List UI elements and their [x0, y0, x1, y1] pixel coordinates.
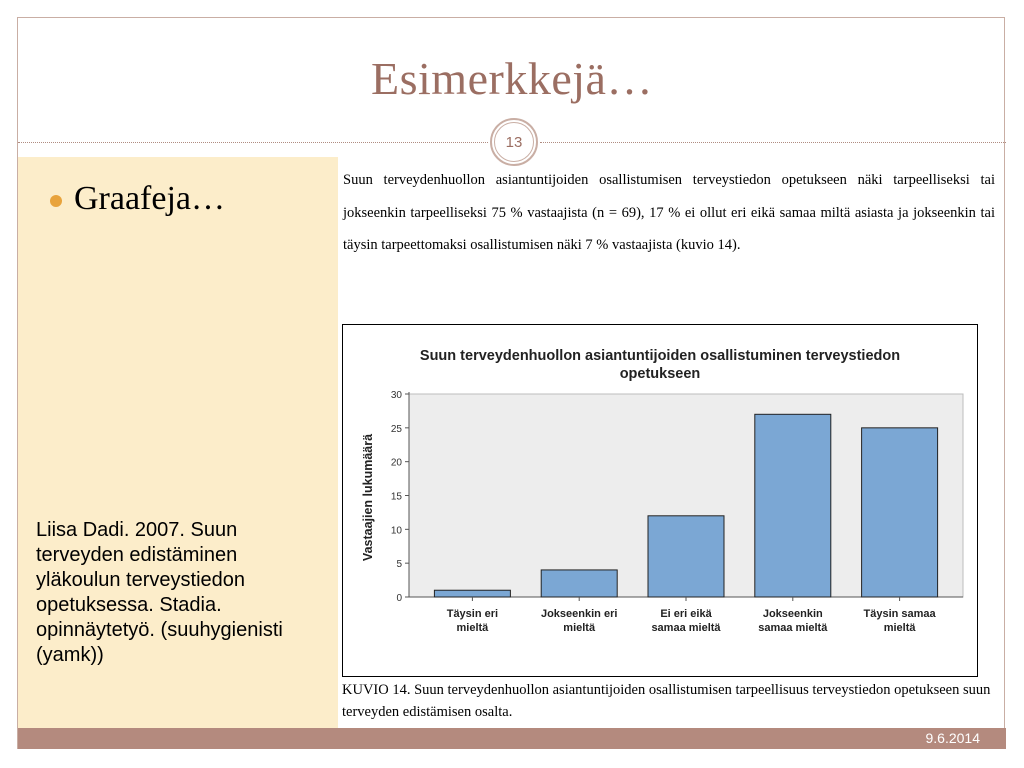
bullet-item [50, 180, 225, 218]
y-tick-label: 5 [396, 559, 402, 571]
y-axis-label: Vastaajien lukumäärä [361, 433, 375, 562]
x-tick-label: Ei eri eikä [660, 608, 712, 620]
x-tick-label: mieltä [456, 622, 489, 634]
title-divider-left [18, 142, 488, 143]
bar [862, 428, 938, 597]
bar [648, 516, 724, 597]
x-tick-label: Jokseenkin eri [540, 608, 618, 620]
slide-number-badge [490, 118, 538, 166]
x-tick-label: samaa mieltä [651, 622, 721, 634]
bar-chart [343, 325, 977, 676]
chart-title-line: opetukseen [619, 366, 701, 382]
x-tick-label: Täysin eri [446, 608, 499, 620]
y-tick-label: 15 [390, 491, 402, 503]
bullet-dot-icon [50, 195, 62, 207]
body-paragraph: Suun terveydenhuollon asiantuntijoiden osallistumisen terveystiedon opetukseen näki tarpeelliseksi tai jokseenkin tarpeelliseksi 75 % vastaajista (n = 69), 17 % ei ollut eri eikä samaa miltä asiasta ja jokseenkin tai täysin tarpeettomaksi osallistumisen näki 7 % vastaajista (kuvio 14). [343, 172, 995, 253]
bullet-text: Graafeja… [74, 180, 226, 217]
chart-title-line: Suun terveydenhuollon asiantuntijoiden osallistuminen terveystiedon [419, 348, 901, 364]
source-citation: Liisa Dadi. 2007. Suun terveyden edistäminen yläkoulun terveystiedon opetuksessa. Stadia. opinnäytetyö. (suuhygienisti (yamk)) [36, 519, 283, 666]
x-tick-label: samaa mieltä [758, 622, 828, 634]
x-tick-label: Jokseenkin [762, 608, 823, 620]
figure-caption: KUVIO 14. Suun terveydenhuollon asiantuntijoiden osallistumisen tarpeellisuus terveystiedon opetukseen suun terveyden edistämisen osalta. [342, 682, 991, 720]
slide-title: Esimerkkejä… [371, 53, 653, 104]
footer-bar [18, 728, 1006, 749]
slide-number: 13 [494, 122, 534, 162]
y-tick-label: 20 [390, 457, 402, 469]
chart-container [342, 324, 978, 677]
x-tick-label: mieltä [883, 622, 916, 634]
x-tick-label: Täysin samaa [863, 608, 936, 620]
footer-date: 9.6.2014 [925, 730, 980, 746]
bar [541, 570, 617, 597]
x-tick-label: mieltä [563, 622, 596, 634]
y-tick-label: 25 [390, 423, 402, 435]
title-divider-right [540, 142, 1006, 143]
y-tick-label: 30 [390, 390, 402, 401]
y-tick-label: 10 [390, 525, 402, 537]
bar [755, 414, 831, 597]
bar [434, 590, 510, 597]
y-tick-label: 0 [396, 593, 402, 604]
